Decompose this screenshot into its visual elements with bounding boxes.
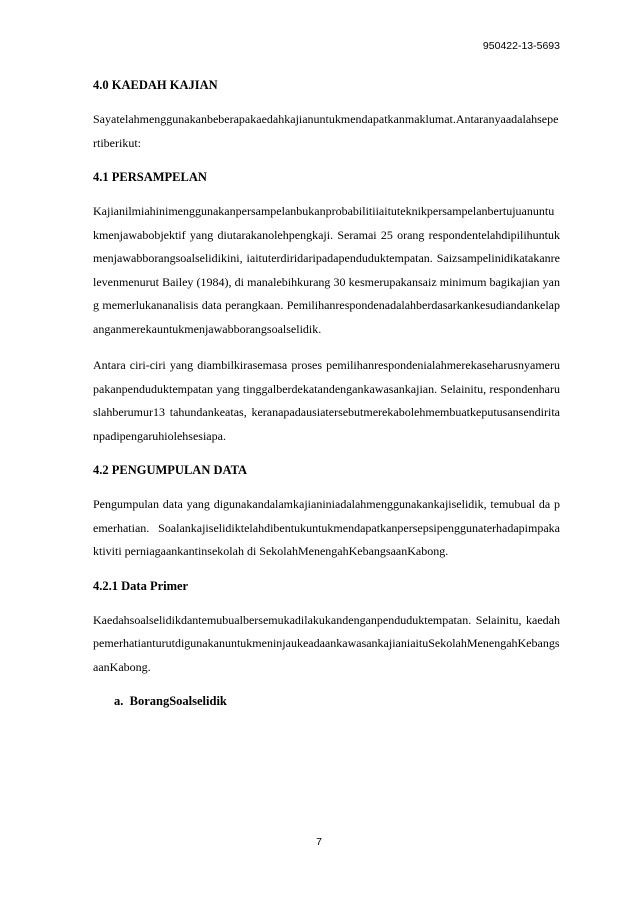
page-number: 7 xyxy=(316,836,322,848)
subsection-a-heading: a. BorangSoalselidik xyxy=(114,694,227,708)
section-4-2-1-heading: 4.2.1 Data Primer xyxy=(93,578,189,593)
section-4-2-1-paragraph: Kaedahsoalselidikdantemubualbersemukadilakukandenganpenduduktempatan. Selainitu, kaedahpemerhatianturutdigunakanuntukmeninjaukeadaankawasankajianiaituSekolahMenengahKebangsaanKabong. xyxy=(93,612,560,674)
document-body xyxy=(93,76,560,710)
section-4-2-heading: 4.2 PENGUMPULAN DATA xyxy=(93,463,248,477)
section-4-0-paragraph: Sayatelahmenggunakanbeberapakaedahkajianuntukmendapatkanmaklumat.Antaranyaadalahsepertiberikut: xyxy=(93,112,559,150)
section-4-1-paragraph-2: Antara ciri-ciri yang diambilkirasemasa proses pemilihanrespondenialahmerekaseharusnyamerupakanpenduduktempatan yang tinggalberdekatandengankawasankajian. Selainitu, respondenharuslahberumur13 tahundankeatas, keranapadausiatersebutmerekabolehmembuatkeputusansendiritanpadipengaruhiolehsesiapa. xyxy=(93,358,560,443)
section-4-1-paragraph-1: Kajianilmiahinimenggunakanpersampelanbukanprobabilitiiaituteknikpersampelanbertujuanuntukmenjawabobjektif yang diutarakanolehpengkaji. Seramai 25 orang respondentelahdipilihuntukmenjawabborangsoalselidikini, iaituterdiridaripadapenduduktempatan. Saizsampelinidikatakanrelevenmenurut Bailey (1984), di manalebihkurang 30 kesmerupakansaiz minimum bagikajian yang memerlukananalisis data perangkaan. Pemilihanrespondenadalahberdasarkankesudiandankelapanganmerekauntukmenjawabborangsoalselidik. xyxy=(93,204,560,336)
document-id: 950422-13-5693 xyxy=(482,40,560,52)
section-4-0-heading: 4.0 KAEDAH KAJIAN xyxy=(93,78,218,92)
section-4-2-paragraph: Pengumpulan data yang digunakandalamkajianiniadalahmenggunakankajiselidik, temubual da pemerhatian. Soalankajiselidiktelahdibentukuntukmendapatkanpersepsipenggunaterhadapimpakaktiviti perniagaankantinsekolah di SekolahMenengahKebangsaanKabong. xyxy=(93,497,560,558)
section-4-1-heading: 4.1 PERSAMPELAN xyxy=(93,170,207,184)
